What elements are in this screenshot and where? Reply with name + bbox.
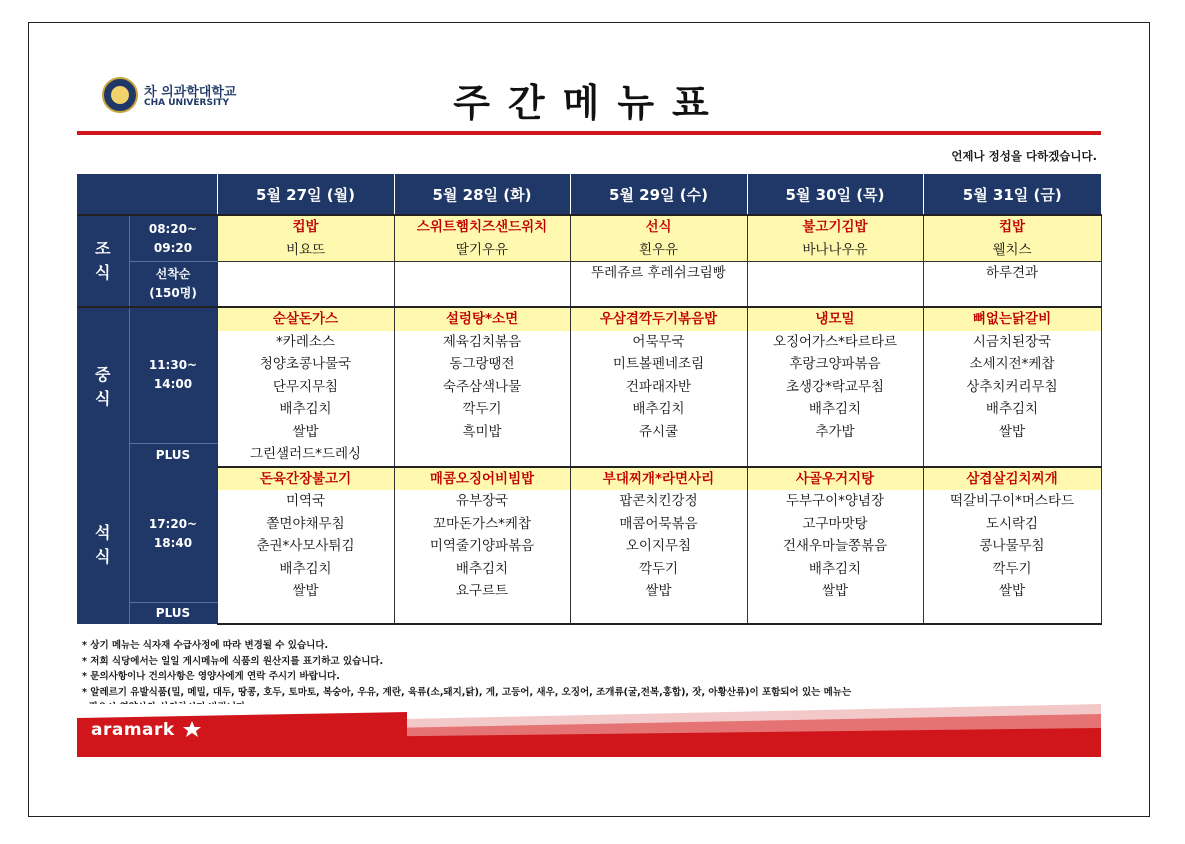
breakfast-extra-cell: [217, 262, 394, 308]
breakfast-extra-cell: [747, 262, 923, 308]
lunch-menu-cell: 냉모밀 오징어가스*타르타르 후랑크양파볶음 초생강*락교무침 배추김치 추가밥: [747, 307, 923, 443]
dinner-menu-cell: 삼겹살김치찌개 떡갈비구이*머스타드 도시락김 콩나물무침 깍두기 쌀밥: [923, 467, 1101, 603]
lunch-label: 중 식: [77, 307, 129, 467]
dinner-plus-label: PLUS: [129, 603, 217, 624]
page-title: 주간메뉴표: [453, 81, 727, 125]
breakfast-time: 08:20~ 09:20: [129, 215, 217, 262]
title-divider: [77, 131, 1101, 135]
dinner-row: [77, 467, 1101, 603]
note-line: * 저희 식당에서는 일일 게시메뉴에 식품의 원산지를 표기하고 있습니다.: [82, 655, 384, 667]
dinner-menu-cell: 매콤오징어비빔밥 유부장국 꼬마돈가스*케찹 미역줄기양파볶음 배추김치 요구르트: [394, 467, 570, 603]
aramark-wordmark: aramark: [91, 720, 175, 740]
lunch-plus-cell: [394, 443, 570, 467]
dinner-plus-cell: [747, 603, 923, 624]
weekly-menu-table: [77, 174, 1102, 625]
star-person-icon: [181, 720, 203, 738]
university-seal-icon: [102, 77, 138, 113]
breakfast-row-main: [77, 215, 1101, 262]
lunch-plus-label: PLUS: [129, 443, 217, 467]
note-line: * 알레르기 유발식품(밀, 메밀, 대두, 땅콩, 호두, 토마토, 복숭아, 우유, 계란, 육류(소,돼지,닭), 게, 고등어, 새우, 오징어, 조개류(굴,전복,홍합), 잣, 아황산류)이 포함되어 있는 메뉴는: [82, 686, 852, 698]
note-line: * 문의사항이나 건의사항은 영양사에게 연락 주시기 바랍니다.: [82, 671, 340, 682]
breakfast-first-come: 선착순 (150명): [129, 262, 217, 308]
aramark-logo: [91, 720, 203, 740]
day-header: 5월 28일 (화): [394, 174, 570, 215]
breakfast-main-cell: 스위트햄치즈샌드위치 딸기우유: [394, 215, 570, 262]
lunch-plus-cell: [570, 443, 747, 467]
lunch-menu-cell: 뼈없는닭갈비 시금치된장국 소세지전*케찹 상추치커리무침 배추김치 쌀밥: [923, 307, 1101, 443]
day-header: 5월 30일 (목): [747, 174, 923, 215]
dinner-plus-row: [77, 603, 1101, 624]
breakfast-main-cell: 컵밥 비요뜨: [217, 215, 394, 262]
dinner-plus-cell: [923, 603, 1101, 624]
dinner-menu-cell: 돈육간장불고기 미역국 쫄면야채무침 춘권*사모사튀김 배추김치 쌀밥: [217, 467, 394, 603]
breakfast-extra-cell: 뚜레쥬르 후레쉬크림빵: [570, 262, 747, 308]
day-header: 5월 29일 (수): [570, 174, 747, 215]
breakfast-label: 조 식: [77, 215, 129, 307]
lunch-time: 11:30~ 14:00: [129, 307, 217, 443]
dinner-menu-cell: 부대찌개*라면사리 팝콘치킨강정 매콤어묵볶음 오이지무침 깍두기 쌀밥: [570, 467, 747, 603]
lunch-plus-row: [77, 443, 1101, 467]
dinner-plus-cell: [217, 603, 394, 624]
logo-name-en: CHA UNIVERSITY: [144, 98, 229, 108]
day-header: 5월 31일 (금): [923, 174, 1101, 215]
breakfast-extra-cell: [394, 262, 570, 308]
dinner-time: 17:20~ 18:40: [129, 467, 217, 603]
breakfast-extra-cell: 하루견과: [923, 262, 1101, 308]
dinner-plus-cell: [570, 603, 747, 624]
dinner-label: 석 식: [77, 467, 129, 624]
university-logo: [102, 77, 262, 115]
dinner-menu-cell: 사골우거지탕 두부구이*양념장 고구마맛탕 건새우마늘쫑볶음 배추김치 쌀밥: [747, 467, 923, 603]
breakfast-main-cell: 선식 흰우유: [570, 215, 747, 262]
lunch-menu-cell: 설렁탕*소면 제육김치볶음 동그랑땡전 숙주삼색나물 깍두기 흑미밥: [394, 307, 570, 443]
breakfast-main-cell: 컵밥 웰치스: [923, 215, 1101, 262]
day-header: 5월 27일 (월): [217, 174, 394, 215]
breakfast-main-cell: 불고기김밥 바나나우유: [747, 215, 923, 262]
lunch-menu-cell: 우삼겹깍두기볶음밥 어묵무국 미트볼펜네조림 건파래자반 배추김치 쥬시쿨: [570, 307, 747, 443]
breakfast-row-extra: [77, 262, 1101, 308]
lunch-plus-cell: 그린샐러드*드레싱: [217, 443, 394, 467]
lunch-row: [77, 307, 1101, 443]
lunch-plus-cell: [923, 443, 1101, 467]
note-line: * 상기 메뉴는 식자재 수급사정에 따라 변경될 수 있습니다.: [82, 640, 329, 651]
lunch-menu-cell: 순살돈가스 *카레소스 청양초콩나물국 단무지무침 배추김치 쌀밥: [217, 307, 394, 443]
footer-banner: [77, 704, 1101, 757]
header-row: [77, 174, 1101, 215]
lunch-plus-cell: [747, 443, 923, 467]
motto: 언제나 정성을 다하겠습니다.: [951, 149, 1097, 163]
header-corner: [77, 174, 217, 215]
footer-stripe: [77, 704, 1101, 757]
logo-name-ko: 차 의과학대학교: [144, 85, 237, 100]
dinner-plus-cell: [394, 603, 570, 624]
